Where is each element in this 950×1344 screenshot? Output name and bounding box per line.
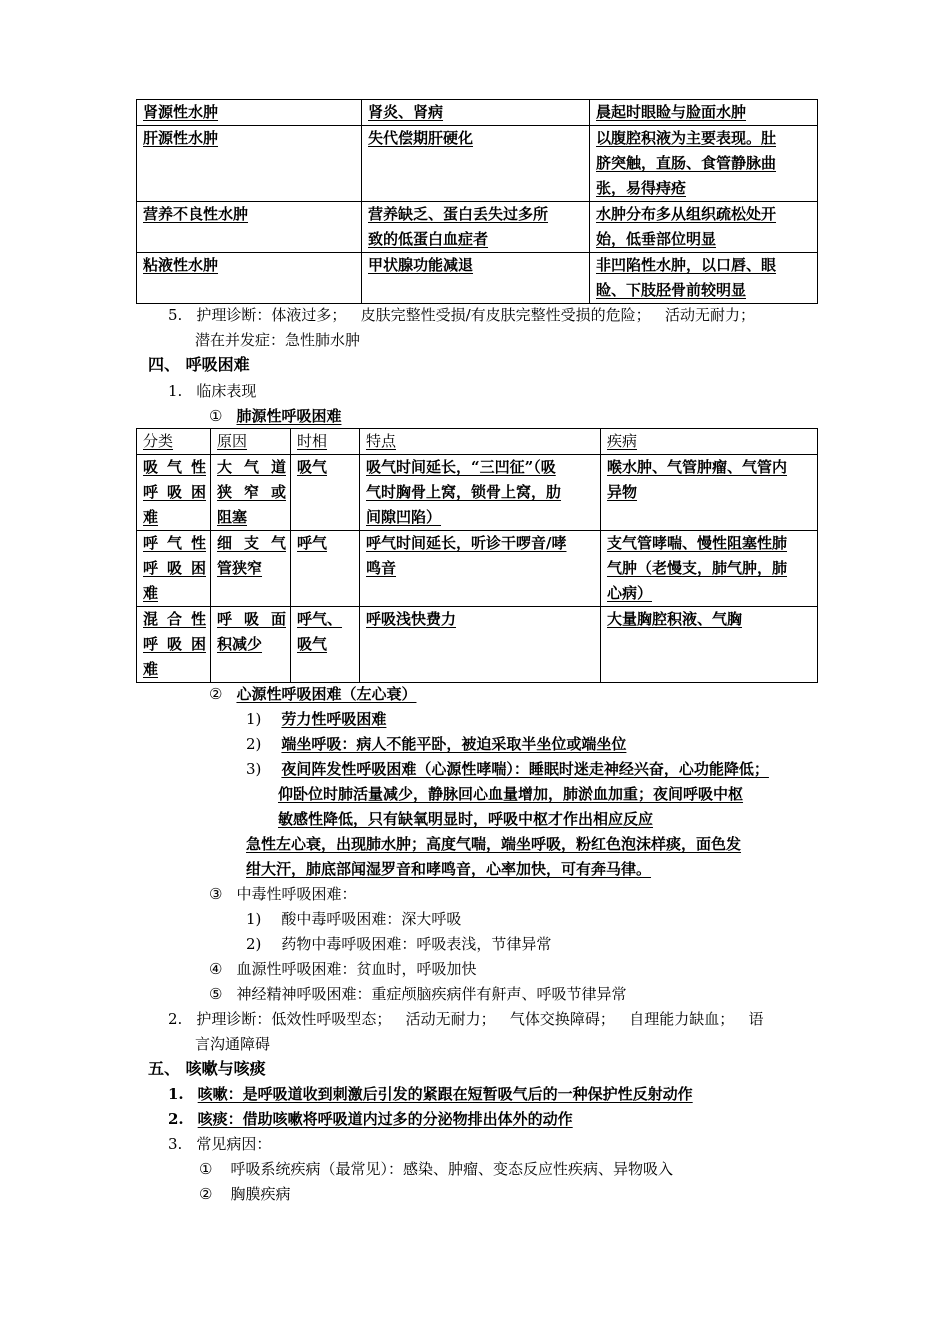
cell-line: 甲状腺功能减退 [368, 256, 474, 274]
list-number: ② [209, 685, 223, 703]
cell-line: 管狭窄 [217, 559, 263, 577]
list-text: 咳痰：借助咳嗽将呼吸道内过多的分泌物排出体外的动作 [197, 1110, 573, 1128]
list-text: 胸膜疾病 [230, 1185, 291, 1203]
sub-item-neuropsychiatric [209, 982, 626, 1007]
list-text: 常见病因： [196, 1135, 272, 1153]
cell-line: 鸣音 [366, 559, 397, 577]
cell-line: 原因 [217, 432, 248, 450]
acute-left-heart-failure-cont: 绀大汗，肺底部闻湿罗音和哮鸣音，心率加快，可有奔马律。 [246, 860, 652, 878]
cell-line: 气肿（老慢支，肺气肿，肺 [607, 559, 788, 577]
cell-line: 呼气 [297, 534, 328, 552]
edema-type-cell [137, 100, 362, 126]
table-row [137, 100, 818, 126]
dyspnea-feature-cell [360, 531, 601, 607]
dyspnea-class-cell [137, 607, 211, 683]
list-text: 咳嗽：是呼吸道收到刺激后引发的紧跟在短暂吸气后的一种保护性反射动作 [197, 1085, 693, 1103]
cell-line: 非凹陷性水肿，以口唇、眼 [596, 256, 777, 274]
sub-item-hematogenous [209, 957, 476, 982]
cell-line: 细支气 [217, 534, 286, 552]
toxic-item-1 [246, 907, 461, 932]
cell-line: 以腹腔积液为主要表现。肚 [596, 129, 777, 147]
edema-cause-cell [362, 100, 590, 126]
list-text: 呼吸系统疾病（最常见）：感染、肿瘤、变态反应性疾病、异物吸入 [230, 1160, 673, 1178]
cell-line: 心病） [607, 584, 653, 602]
cell-line: 难 [143, 660, 159, 678]
cell-line: 呼吸困 [143, 483, 206, 501]
table-header-cell [211, 429, 291, 455]
nursing-diagnosis-item-2-cont: 言沟通障碍 [195, 1035, 271, 1053]
list-number: 1. [168, 1085, 184, 1103]
list-text: 劳力性呼吸困难 [281, 710, 387, 728]
cell-line: 营养缺乏、蛋白丢失过多所 [368, 205, 549, 223]
table-row [137, 253, 818, 304]
list-text: 夜间阵发性呼吸困难（心源性哮喘）：睡眠时迷走神经兴奋，心功能降低； [281, 760, 769, 778]
list-text: 酸中毒呼吸困难：深大呼吸 [281, 910, 462, 928]
cell-line: 呼气、 [297, 610, 343, 628]
edema-type-cell [137, 253, 362, 304]
list-number: ① [199, 1160, 213, 1178]
table-row [137, 126, 818, 202]
nursing-diagnosis-item-2 [168, 1007, 764, 1032]
cell-line: 分类 [143, 432, 174, 450]
cell-line: 吸气性 [143, 458, 206, 476]
table-header-cell [137, 429, 211, 455]
cell-line: 失代偿期肝硬化 [368, 129, 474, 147]
cell-line: 大气道 [217, 458, 286, 476]
cell-line: 脐突触，直肠、食管静脉曲 [596, 154, 777, 172]
nursing-diagnosis-item-5-cont: 潜在并发症：急性肺水肿 [195, 331, 361, 349]
list-text: 中毒性呼吸困难： [236, 885, 357, 903]
pulmonary-dyspnea-table [136, 428, 818, 683]
dyspnea-cause-cell [211, 455, 291, 531]
section-heading-cough: 五、 咳嗽与咳痰 [148, 1059, 266, 1078]
cell-line: 难 [143, 584, 159, 602]
list-number: 1) [246, 710, 262, 728]
cell-line: 呼吸困 [143, 559, 206, 577]
cell-line: 呼吸困 [143, 635, 206, 653]
cell-line: 间隙凹陷） [366, 508, 442, 526]
list-number: 2. [168, 1010, 183, 1028]
dyspnea-disease-cell [601, 607, 818, 683]
cell-line: 气时胸骨上窝，锁骨上窝，肋 [366, 483, 562, 501]
edema-cause-cell [362, 126, 590, 202]
list-number: ① [209, 407, 223, 425]
edema-cause-cell [362, 202, 590, 253]
section-heading-dyspnea: 四、 呼吸困难 [148, 355, 250, 374]
cardiac-item-2 [246, 732, 626, 757]
nursing-diagnosis-item-5 [168, 303, 755, 328]
cell-line: 呼气性 [143, 534, 206, 552]
sub-item-pulmonary [209, 404, 341, 429]
list-text: 神经精神呼吸困难：重症颅脑疾病伴有鼾声、呼吸节律异常 [236, 985, 627, 1003]
cell-line: 呼气时间延长，听诊干啰音/哮 [366, 534, 567, 552]
dyspnea-disease-cell [601, 455, 818, 531]
edema-type-cell [137, 126, 362, 202]
cardiac-item-3 [246, 757, 769, 782]
list-number: ⑤ [209, 985, 223, 1003]
list-text: 端坐呼吸：病人不能平卧，被迫采取半坐位或端坐位 [281, 735, 627, 753]
cell-line: 呼吸面 [217, 610, 286, 628]
cell-line: 肾源性水肿 [143, 103, 219, 121]
cell-line: 喉水肿、气管肿瘤、气管内 [607, 458, 788, 476]
list-text: 血源性呼吸困难：贫血时，呼吸加快 [236, 960, 477, 978]
cell-line: 阻塞 [217, 508, 248, 526]
cardiac-item-3-cont: 敏感性降低，只有缺氧明显时，呼吸中枢才作出相应反应 [278, 810, 654, 828]
cell-line: 异物 [607, 483, 638, 501]
list-text: 护理诊断：体液过多； 皮肤完整性受损/有皮肤完整性受损的危险； 活动无耐力； [196, 306, 755, 324]
edema-feature-cell [590, 253, 818, 304]
list-item-sputum [168, 1107, 573, 1132]
dyspnea-class-cell [137, 455, 211, 531]
list-text: 临床表现 [196, 382, 257, 400]
list-item-causes [168, 1132, 271, 1157]
cell-line: 时相 [297, 432, 328, 450]
table-header-cell [291, 429, 360, 455]
edema-table [136, 99, 818, 304]
cell-line: 吸气 [297, 458, 328, 476]
cell-line: 吸气时间延长，“三凹征”（吸 [366, 458, 556, 476]
dyspnea-phase-cell [291, 455, 360, 531]
list-item-clinical [168, 379, 256, 404]
edema-type-cell [137, 202, 362, 253]
cause-item-pleural [199, 1182, 290, 1207]
list-text: 药物中毒呼吸困难：呼吸表浅，节律异常 [281, 935, 552, 953]
dyspnea-class-cell [137, 531, 211, 607]
cardiac-item-1 [246, 707, 386, 732]
list-text: 肺源性呼吸困难 [236, 407, 342, 425]
dyspnea-phase-cell [291, 531, 360, 607]
list-text: 心源性呼吸困难（左心衰） [236, 685, 417, 703]
list-text: 护理诊断：低效性呼吸型态； 活动无耐力； 气体交换障碍； 自理能力缺血； 语 [196, 1010, 764, 1028]
dyspnea-phase-cell [291, 607, 360, 683]
cell-line: 粘液性水肿 [143, 256, 219, 274]
cell-line: 难 [143, 508, 159, 526]
dyspnea-feature-cell [360, 455, 601, 531]
cardiac-item-3-cont: 仰卧位时肺活量减少，静脉回心血量增加，肺淤血加重；夜间呼吸中枢 [278, 785, 744, 803]
dyspnea-feature-cell [360, 607, 601, 683]
list-number: ③ [209, 885, 223, 903]
list-number: 5. [168, 306, 183, 324]
acute-left-heart-failure: 急性左心衰，出现肺水肿；高度气喘，端坐呼吸，粉红色泡沫样痰，面色发 [246, 835, 742, 853]
list-number: 1. [168, 382, 183, 400]
cell-line: 积减少 [217, 635, 263, 653]
table-row [137, 455, 818, 531]
sub-item-cardiac [209, 682, 416, 707]
cell-line: 狭窄或 [217, 483, 286, 501]
cell-line: 呼吸浅快费力 [366, 610, 457, 628]
cell-line: 张，易得痔疮 [596, 179, 687, 197]
edema-feature-cell [590, 100, 818, 126]
list-number: 1) [246, 910, 262, 928]
toxic-item-2 [246, 932, 551, 957]
list-number: ② [199, 1185, 213, 1203]
table-row [137, 531, 818, 607]
table-header-row [137, 429, 818, 455]
list-number: 2) [246, 935, 262, 953]
cell-line: 吸气 [297, 635, 328, 653]
cell-line: 支气管哮喘、慢性阻塞性肺 [607, 534, 788, 552]
edema-cause-cell [362, 253, 590, 304]
cell-line: 水肿分布多从组织疏松处开 [596, 205, 777, 223]
list-number: ④ [209, 960, 223, 978]
cell-line: 肝源性水肿 [143, 129, 219, 147]
dyspnea-disease-cell [601, 531, 818, 607]
cell-line: 致的低蛋白血症者 [368, 230, 489, 248]
cell-line: 混合性 [143, 610, 206, 628]
sub-item-toxic [209, 882, 356, 907]
cell-line: 始，低垂部位明显 [596, 230, 717, 248]
cell-line: 睑、下肢胫骨前较明显 [596, 281, 747, 299]
cell-line: 特点 [366, 432, 397, 450]
cell-line: 大量胸腔积液、气胸 [607, 610, 743, 628]
dyspnea-cause-cell [211, 607, 291, 683]
cell-line: 营养不良性水肿 [143, 205, 249, 223]
list-number: 2. [168, 1110, 184, 1128]
cell-line: 肾炎、肾病 [368, 103, 444, 121]
list-number: 2) [246, 735, 262, 753]
cell-line: 疾病 [607, 432, 638, 450]
edema-feature-cell [590, 126, 818, 202]
table-row [137, 202, 818, 253]
edema-feature-cell [590, 202, 818, 253]
table-row [137, 607, 818, 683]
list-number: 3) [246, 760, 262, 778]
cell-line: 晨起时眼睑与脸面水肿 [596, 103, 747, 121]
list-item-cough [168, 1082, 693, 1107]
cause-item-respiratory [199, 1157, 673, 1182]
table-header-cell [601, 429, 818, 455]
table-header-cell [360, 429, 601, 455]
dyspnea-cause-cell [211, 531, 291, 607]
list-number: 3. [168, 1135, 183, 1153]
